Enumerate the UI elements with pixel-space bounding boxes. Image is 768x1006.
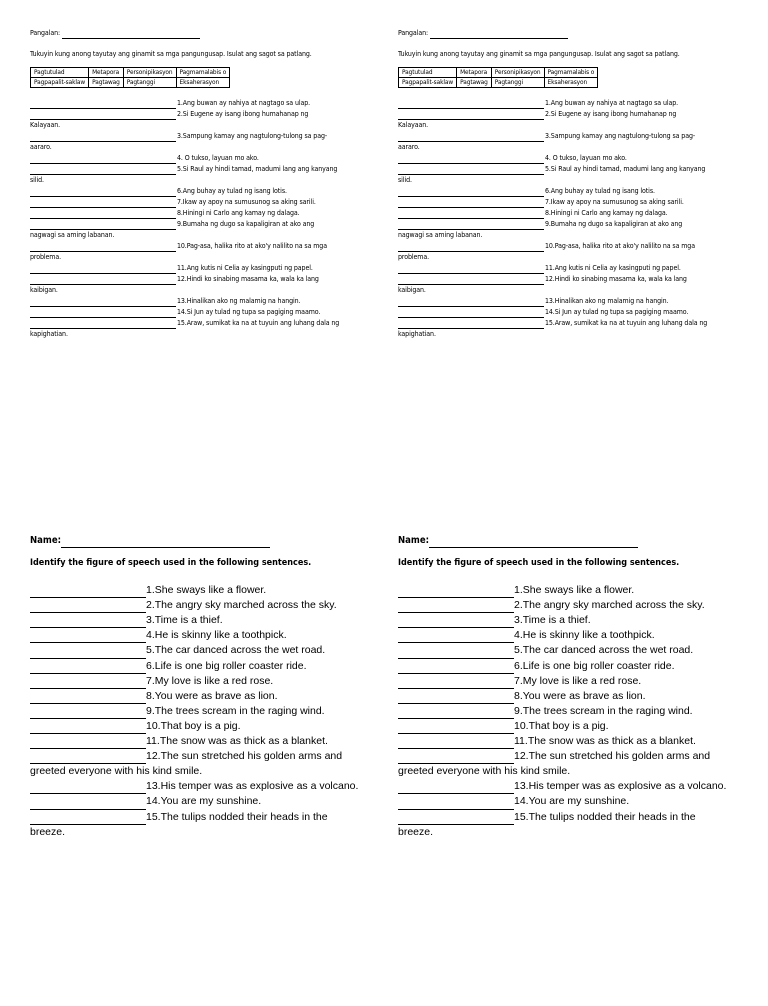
question-item: [398, 307, 738, 318]
question-text-continued: silid.: [398, 176, 412, 184]
question-item: [30, 153, 370, 164]
choice-cell: Pagtanggi: [123, 78, 176, 88]
question-item: [398, 598, 743, 613]
question-item: [398, 583, 743, 598]
question-text-continued: aararo.: [30, 143, 52, 151]
question-text: 12.The sun stretched his golden arms and: [514, 750, 711, 763]
question-item: [30, 208, 370, 219]
answer-blank[interactable]: [30, 166, 176, 175]
question-item: [398, 734, 743, 749]
answer-blank[interactable]: [398, 737, 514, 749]
question-item: [398, 674, 743, 689]
question-text: 1.Ang buwan ay nahiya at nagtago sa ulap.: [545, 99, 679, 107]
question-item: [398, 318, 738, 329]
question-text: 2.The angry sky marched across the sky.: [146, 599, 337, 612]
question-item: [30, 583, 375, 598]
question-text-continued: breeze.: [398, 825, 434, 838]
question-item: [30, 719, 375, 734]
answer-blank[interactable]: [398, 188, 544, 197]
choice-cell: Pagtutulad: [31, 68, 89, 78]
question-list: [398, 583, 743, 840]
answer-blank[interactable]: [30, 798, 146, 810]
name-blank[interactable]: [429, 537, 638, 548]
question-text-continued: nagwagi sa aming labanan.: [30, 231, 115, 239]
choice-cell: Eksaherasyon: [544, 78, 598, 88]
question-text: 15.The tulips nodded their heads in the: [146, 810, 328, 823]
name-label: Pangalan:: [398, 29, 429, 37]
answer-blank[interactable]: [398, 155, 544, 164]
question-text: 2.Si Eugene ay isang ibong humahanap ng: [177, 110, 309, 118]
question-text: 10.That boy is a pig.: [146, 719, 241, 732]
question-item: [30, 241, 370, 252]
choice-cell: Pagmamalabis o: [176, 68, 230, 78]
question-item: [398, 613, 743, 628]
filipino-worksheet-right: [398, 27, 738, 340]
question-text: 2.Si Eugene ay isang ibong humahanap ng: [545, 110, 677, 118]
answer-blank[interactable]: [398, 752, 514, 764]
answer-blank[interactable]: [398, 111, 544, 120]
answer-blank[interactable]: [30, 243, 176, 252]
question-text: 13.His temper was as explosive as a volcano.: [514, 780, 727, 793]
question-item: [30, 98, 370, 109]
english-worksheet-left: [30, 533, 375, 840]
question-text: 15.Araw, sumikat ka na at tuyuin ang luhang dala ng: [545, 319, 708, 327]
answer-blank[interactable]: [398, 722, 514, 734]
question-text: 3.Time is a thief.: [514, 614, 591, 627]
name-row: [30, 27, 370, 39]
instructions: Tukuyin kung anong tayutay ang ginamit sa mga pangungusap. Isulat ang sagot sa patlang.: [30, 50, 312, 58]
question-text-continued: Kalayaan.: [30, 121, 61, 129]
name-row: [398, 27, 738, 39]
question-item: [398, 779, 743, 794]
answer-blank[interactable]: [30, 631, 146, 643]
question-text: 11.The snow was as thick as a blanket.: [146, 735, 328, 748]
answer-blank[interactable]: [398, 166, 544, 175]
question-item: [398, 719, 743, 734]
question-item: [30, 704, 375, 719]
question-item: [30, 131, 370, 142]
question-text: 4.He is skinny like a toothpick.: [146, 629, 287, 642]
choices-body: [399, 68, 598, 88]
question-text: 14.Si Jun ay tulad ng tupa sa pagiging maamo.: [545, 308, 689, 316]
name-label: Pangalan:: [30, 29, 61, 37]
answer-blank[interactable]: [398, 631, 514, 643]
question-text: 13.Hinalikan ako ng malamig na hangin.: [545, 297, 669, 305]
answer-blank[interactable]: [398, 133, 544, 142]
question-item: [30, 794, 375, 809]
instructions: Identify the figure of speech used in the following sentences.: [30, 558, 312, 568]
question-text: 1.She sways like a flower.: [146, 584, 267, 597]
choices-table: [30, 67, 230, 88]
question-text: 6.Ang buhay ay tulad ng isang lotis.: [177, 187, 287, 195]
question-text: 11.Ang kutis ni Celia ay kasingputi ng papel.: [545, 264, 681, 272]
english-worksheet-right: [398, 533, 743, 840]
answer-blank[interactable]: [398, 100, 544, 109]
question-text: 9.Bumaha ng dugo sa kapaligiran at ako ang: [177, 220, 315, 228]
question-item: [398, 643, 743, 658]
question-text: 10.Pag-asa, halika rito at ako'y nalilito na sa mga: [177, 242, 327, 250]
answer-blank[interactable]: [398, 586, 514, 598]
question-list: [398, 98, 738, 340]
question-text: 15.The tulips nodded their heads in the: [514, 810, 696, 823]
question-item: [30, 219, 370, 230]
question-text: 12.The sun stretched his golden arms and: [146, 750, 343, 763]
question-item: [30, 296, 370, 307]
answer-blank[interactable]: [30, 111, 176, 120]
answer-blank[interactable]: [398, 662, 514, 674]
answer-blank[interactable]: [30, 813, 146, 825]
answer-blank[interactable]: [398, 221, 544, 230]
question-text: 12.Hindi ko sinabing masama ka, wala ka lang: [177, 275, 319, 283]
question-item: [30, 164, 370, 175]
question-item: [398, 794, 743, 809]
choices-row: [31, 78, 230, 88]
question-item: [30, 307, 370, 318]
question-item: [398, 153, 738, 164]
answer-blank[interactable]: [398, 692, 514, 704]
question-item: [398, 241, 738, 252]
question-text: 13.Hinalikan ako ng malamig na hangin.: [177, 297, 301, 305]
answer-blank[interactable]: [30, 601, 146, 613]
answer-blank[interactable]: [398, 813, 514, 825]
question-item: [398, 98, 738, 109]
question-item: [30, 274, 370, 285]
answer-blank[interactable]: [398, 265, 544, 274]
choice-cell: Pagtutulad: [399, 68, 457, 78]
question-text: 3.Time is a thief.: [146, 614, 223, 627]
answer-blank[interactable]: [30, 320, 176, 329]
answer-blank[interactable]: [30, 309, 176, 318]
answer-blank[interactable]: [30, 276, 176, 285]
question-item: [398, 296, 738, 307]
question-text: 13.His temper was as explosive as a volcano.: [146, 780, 359, 793]
question-item: [398, 628, 743, 643]
question-text: 14.You are my sunshine.: [514, 795, 630, 808]
question-item: [30, 598, 375, 613]
question-item: [30, 779, 375, 794]
question-item: [398, 186, 738, 197]
question-text: 10.That boy is a pig.: [514, 719, 609, 732]
choice-cell: Pagtawag: [89, 78, 124, 88]
choice-cell: Metapora: [89, 68, 124, 78]
question-item: [30, 674, 375, 689]
question-text: 5.The car danced across the wet road.: [514, 644, 694, 657]
question-text: 1.She sways like a flower.: [514, 584, 635, 597]
question-text-continued: problema.: [398, 253, 430, 261]
question-text: 8.You were as brave as lion.: [146, 689, 278, 702]
question-text: 14.You are my sunshine.: [146, 795, 262, 808]
question-text-continued: breeze.: [30, 825, 66, 838]
question-text: 11.Ang kutis ni Celia ay kasingputi ng papel.: [177, 264, 313, 272]
choice-cell: Pagtawag: [457, 78, 492, 88]
name-label: Name:: [398, 535, 430, 546]
question-text: 5.Si Raul ay hindi tamad, madumi lang ang kanyang: [177, 165, 338, 173]
question-item: [30, 734, 375, 749]
question-text: 7.My love is like a red rose.: [146, 674, 274, 687]
question-text: 5.Si Raul ay hindi tamad, madumi lang ang kanyang: [545, 165, 706, 173]
instructions: Tukuyin kung anong tayutay ang ginamit sa mga pangungusap. Isulat ang sagot sa patlang.: [398, 50, 680, 58]
question-text: 8.You were as brave as lion.: [514, 689, 646, 702]
question-item: [30, 613, 375, 628]
choice-cell: Pagpapalit-saklaw: [399, 78, 457, 88]
question-text-continued: aararo.: [398, 143, 420, 151]
answer-blank[interactable]: [398, 647, 514, 659]
choice-cell: Pagpapalit-saklaw: [31, 78, 89, 88]
question-text-continued: greeted everyone with his kind smile.: [30, 765, 203, 778]
question-text: 9.The trees scream in the raging wind.: [514, 704, 693, 717]
name-blank[interactable]: [61, 537, 270, 548]
answer-blank[interactable]: [30, 752, 146, 764]
question-item: [30, 810, 375, 825]
answer-blank[interactable]: [398, 298, 544, 307]
question-item: [30, 749, 375, 764]
question-text: 8.Hiningi ni Carlo ang kamay ng dalaga.: [545, 209, 668, 217]
question-item: [398, 659, 743, 674]
question-text: 6.Ang buhay ay tulad ng isang lotis.: [545, 187, 655, 195]
name-label: Name:: [30, 535, 62, 546]
question-item: [398, 131, 738, 142]
answer-blank[interactable]: [30, 199, 176, 208]
question-text-continued: problema.: [30, 253, 62, 261]
question-item: [30, 263, 370, 274]
answer-blank[interactable]: [398, 677, 514, 689]
question-text: 4.He is skinny like a toothpick.: [514, 629, 655, 642]
answer-blank[interactable]: [30, 782, 146, 794]
question-text: 7.Ikaw ay apoy na sumusunog sa aking sarili.: [545, 198, 684, 206]
question-item: [30, 643, 375, 658]
answer-blank[interactable]: [30, 616, 146, 628]
question-text-continued: silid.: [30, 176, 44, 184]
answer-blank[interactable]: [398, 782, 514, 794]
answer-blank[interactable]: [30, 707, 146, 719]
question-text: 7.Ikaw ay apoy na sumusunog sa aking sarili.: [177, 198, 316, 206]
question-text-continued: greeted everyone with his kind smile.: [398, 765, 571, 778]
name-row: [398, 533, 743, 547]
question-text: 3.Sampung kamay ang nagtulong-tulong sa pag-: [545, 132, 696, 140]
question-item: [398, 749, 743, 764]
question-text-continued: nagwagi sa aming labanan.: [398, 231, 483, 239]
choice-cell: Pagtanggi: [491, 78, 544, 88]
answer-blank[interactable]: [30, 133, 176, 142]
question-text: 2.The angry sky marched across the sky.: [514, 599, 705, 612]
answer-blank[interactable]: [398, 276, 544, 285]
choice-cell: Pagmamalabis o: [544, 68, 598, 78]
answer-blank[interactable]: [30, 677, 146, 689]
answer-blank[interactable]: [398, 309, 544, 318]
answer-blank[interactable]: [30, 662, 146, 674]
choices-row: [399, 78, 598, 88]
answer-blank[interactable]: [398, 601, 514, 613]
answer-blank[interactable]: [30, 155, 176, 164]
name-blank[interactable]: [430, 30, 568, 39]
question-item: [398, 197, 738, 208]
question-text: 14.Si Jun ay tulad ng tupa sa pagiging maamo.: [177, 308, 321, 316]
answer-blank[interactable]: [30, 737, 146, 749]
question-text-continued: kapighatian.: [398, 330, 436, 338]
answer-blank[interactable]: [30, 586, 146, 598]
answer-blank[interactable]: [398, 616, 514, 628]
question-text: 1.Ang buwan ay nahiya at nagtago sa ulap.: [177, 99, 311, 107]
question-item: [30, 318, 370, 329]
answer-blank[interactable]: [30, 100, 176, 109]
question-item: [30, 197, 370, 208]
question-text: 9.Bumaha ng dugo sa kapaligiran at ako ang: [545, 220, 683, 228]
question-item: [30, 186, 370, 197]
question-item: [398, 164, 738, 175]
question-item: [30, 628, 375, 643]
question-text: 4. O tukso, layuan mo ako.: [177, 154, 259, 162]
question-text: 5.The car danced across the wet road.: [146, 644, 326, 657]
question-text: 3.Sampung kamay ang nagtulong-tulong sa pag-: [177, 132, 328, 140]
question-item: [398, 689, 743, 704]
instructions: Identify the figure of speech used in the following sentences.: [398, 558, 680, 568]
answer-blank[interactable]: [398, 707, 514, 719]
question-item: [398, 109, 738, 120]
choices-table: [398, 67, 598, 88]
question-text-continued: kaibigan.: [30, 286, 58, 294]
choice-cell: Eksaherasyon: [176, 78, 230, 88]
answer-blank[interactable]: [398, 210, 544, 219]
question-list: [30, 583, 375, 840]
answer-blank[interactable]: [398, 320, 544, 329]
question-item: [398, 810, 743, 825]
question-text-continued: kapighatian.: [30, 330, 68, 338]
question-text: 8.Hiningi ni Carlo ang kamay ng dalaga.: [177, 209, 300, 217]
choices-row: [31, 68, 230, 78]
question-item: [398, 274, 738, 285]
question-item: [30, 659, 375, 674]
question-item: [398, 208, 738, 219]
answer-blank[interactable]: [398, 199, 544, 208]
question-item: [398, 263, 738, 274]
question-text: 4. O tukso, layuan mo ako.: [545, 154, 627, 162]
question-text-continued: Kalayaan.: [398, 121, 429, 129]
answer-blank[interactable]: [398, 243, 544, 252]
answer-blank[interactable]: [30, 647, 146, 659]
answer-blank[interactable]: [30, 221, 176, 230]
question-item: [30, 689, 375, 704]
answer-blank[interactable]: [30, 188, 176, 197]
question-text: 10.Pag-asa, halika rito at ako'y nalilito na sa mga: [545, 242, 695, 250]
choice-cell: Personipikasyon: [123, 68, 176, 78]
question-text: 6.Life is one big roller coaster ride.: [514, 659, 675, 672]
question-text: 7.My love is like a red rose.: [514, 674, 642, 687]
question-text: 6.Life is one big roller coaster ride.: [146, 659, 307, 672]
question-text: 15.Araw, sumikat ka na at tuyuin ang luhang dala ng: [177, 319, 340, 327]
question-text: 9.The trees scream in the raging wind.: [146, 704, 325, 717]
answer-blank[interactable]: [398, 798, 514, 810]
choices-body: [31, 68, 230, 88]
filipino-worksheet-left: [30, 27, 370, 340]
choice-cell: Personipikasyon: [491, 68, 544, 78]
choices-row: [399, 68, 598, 78]
answer-blank[interactable]: [30, 692, 146, 704]
answer-blank[interactable]: [30, 298, 176, 307]
question-text: 12.Hindi ko sinabing masama ka, wala ka lang: [545, 275, 687, 283]
name-blank[interactable]: [62, 30, 200, 39]
answer-blank[interactable]: [30, 722, 146, 734]
question-item: [398, 704, 743, 719]
question-text: 11.The snow was as thick as a blanket.: [514, 735, 696, 748]
answer-blank[interactable]: [30, 210, 176, 219]
question-text-continued: kaibigan.: [398, 286, 426, 294]
name-row: [30, 533, 375, 547]
choice-cell: Metapora: [457, 68, 492, 78]
question-item: [398, 219, 738, 230]
question-list: [30, 98, 370, 340]
answer-blank[interactable]: [30, 265, 176, 274]
question-item: [30, 109, 370, 120]
